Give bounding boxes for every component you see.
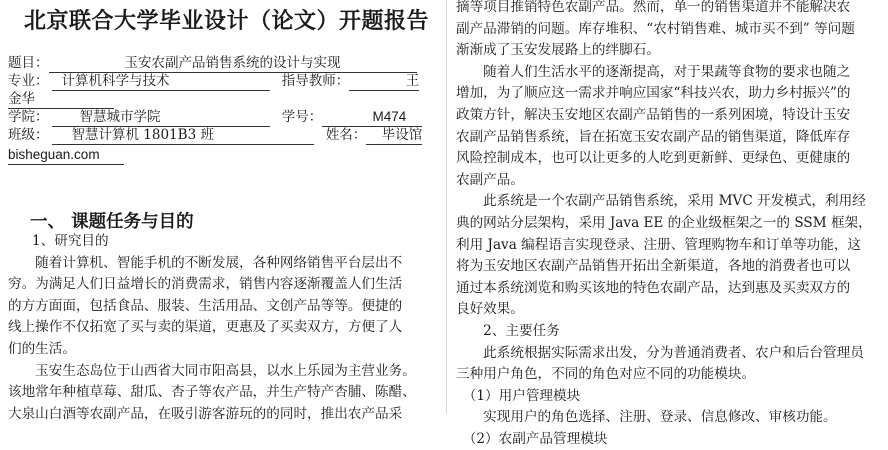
text-line: 穷。为满足人们日益增长的消费需求，销售内容逐渐覆盖人们生活 — [8, 276, 403, 293]
text-line: 玉安生态岛位于山西省大同市阳高县，以水上乐园为主营业务。 — [8, 362, 416, 379]
page-right — [447, 0, 888, 447]
major-row — [8, 72, 419, 91]
section-body-right — [456, 0, 876, 450]
text-line: 副产品滞销的问题。库存堆积、“农村销售难、城市买不到” 等问题 — [456, 20, 855, 37]
college-label: 学院： — [8, 109, 49, 125]
text-line: 通过本系统浏览和购买该地的特色农副产品，达到惠及买卖双方的 — [456, 279, 851, 296]
section-body-left — [8, 231, 424, 425]
text-line: 们的生活。 — [8, 340, 76, 357]
text-line: 此系统根据实际需求出发，分为普通消费者、农户和后台管理员 — [456, 344, 864, 361]
text-line: 该地常年种植草莓、甜瓜、杏子等农产品，并生产特产杏脯、陈醋、 — [8, 384, 416, 401]
college-row — [8, 108, 422, 127]
text-line: 政策方针，解决玉安地区农副产品销售的一系列困境，特设计玉安 — [456, 106, 851, 123]
class-row — [8, 126, 422, 145]
advisor-value-part1: 王 — [349, 72, 419, 91]
text-line: 典的网站分层架构，采用 Java EE 的企业级框架之一的 SSM 框架， — [456, 214, 872, 231]
name-label: 姓名： — [325, 127, 367, 143]
text-line: 此系统是一个农副产品销售系统，采用 MVC 开发模式，利用经 — [456, 193, 866, 210]
name-value: 毕设馆 — [366, 126, 422, 145]
advisor-continued-row — [8, 90, 114, 109]
college-value: 智慧城市学院 — [52, 108, 270, 127]
text-line: 农副产品。 — [456, 171, 524, 188]
module-heading: （2）农副产品管理模块 — [456, 430, 608, 447]
topic-row — [8, 54, 417, 73]
topic-value: 玉安农副产品销售系统的设计与实现 — [49, 54, 417, 73]
website-row — [8, 146, 124, 165]
subheading: 1、研究目的 — [32, 233, 109, 249]
text-line: 大泉山白酒等农副产品，在吸引游客游玩的的同时，推出农产品采 — [8, 405, 403, 422]
text-line: 将为玉安地区农副产品销售开拓出全新渠道，各地的消费者也可以 — [456, 258, 851, 275]
text-line: 三种用户角色，不同的角色对应不同的功能模块。 — [456, 366, 756, 383]
text-line: 良好效果。 — [456, 301, 524, 318]
advisor-label: 指导教师： — [281, 73, 350, 89]
module-heading: （1）用户管理模块 — [456, 387, 581, 404]
text-line: 增加，为了顺应这一需求并响应国家“科技兴农，助力乡村振兴”的 — [456, 85, 851, 102]
text-line: 农副产品销售系统，旨在拓宽玉安农副产品的销售渠道，降低库存 — [456, 128, 851, 145]
subheading-tasks: 2、主要任务 — [456, 322, 560, 339]
student-id-value: M474 — [322, 108, 422, 127]
class-label: 班级： — [8, 127, 49, 143]
text-line: 摘等项目推销特色农副产品。然而，单一的销售渠道并不能解决农 — [456, 0, 851, 15]
text-line: 渐渐成了玉安发展路上的绊脚石。 — [456, 42, 660, 59]
topic-label: 题目： — [8, 55, 49, 71]
section-heading: 一、 课题任务与目的 — [30, 212, 194, 232]
website-link[interactable]: bisheguan.com — [8, 146, 124, 165]
student-id-label: 学号： — [281, 109, 323, 125]
text-line: 随着人们生活水平的逐渐提高，对于果蔬等食物的要求也随之 — [456, 63, 851, 80]
text-line: 随着计算机、智能手机的不断发展，各种网络销售平台层出不 — [8, 254, 403, 271]
document-title: 北京联合大学毕业设计（论文）开题报告 — [24, 8, 430, 34]
class-value: 智慧计算机 1801B3 班 — [52, 126, 314, 145]
text-line: 风险控制成本，也可以让更多的人吃到更新鲜、更绿色、更健康的 — [456, 150, 851, 167]
major-label: 专业： — [8, 73, 49, 89]
advisor-value-part2: 金华 — [8, 90, 114, 109]
text-line: 的方方面面，包括食品、服装、生活用品、文创产品等等。便捷的 — [8, 297, 403, 314]
text-line: 实现用户的角色选择、注册、登录、信息修改、审核功能。 — [456, 409, 837, 426]
text-line: 线上操作不仅拓宽了买与卖的渠道，更惠及了买卖双方，方便了人 — [8, 319, 403, 336]
page-left — [0, 0, 446, 422]
text-line: 利用 Java 编程语言实现登录、注册、管理购物车和订单等功能，这 — [456, 236, 862, 253]
major-value: 计算机科学与技术 — [52, 72, 270, 91]
